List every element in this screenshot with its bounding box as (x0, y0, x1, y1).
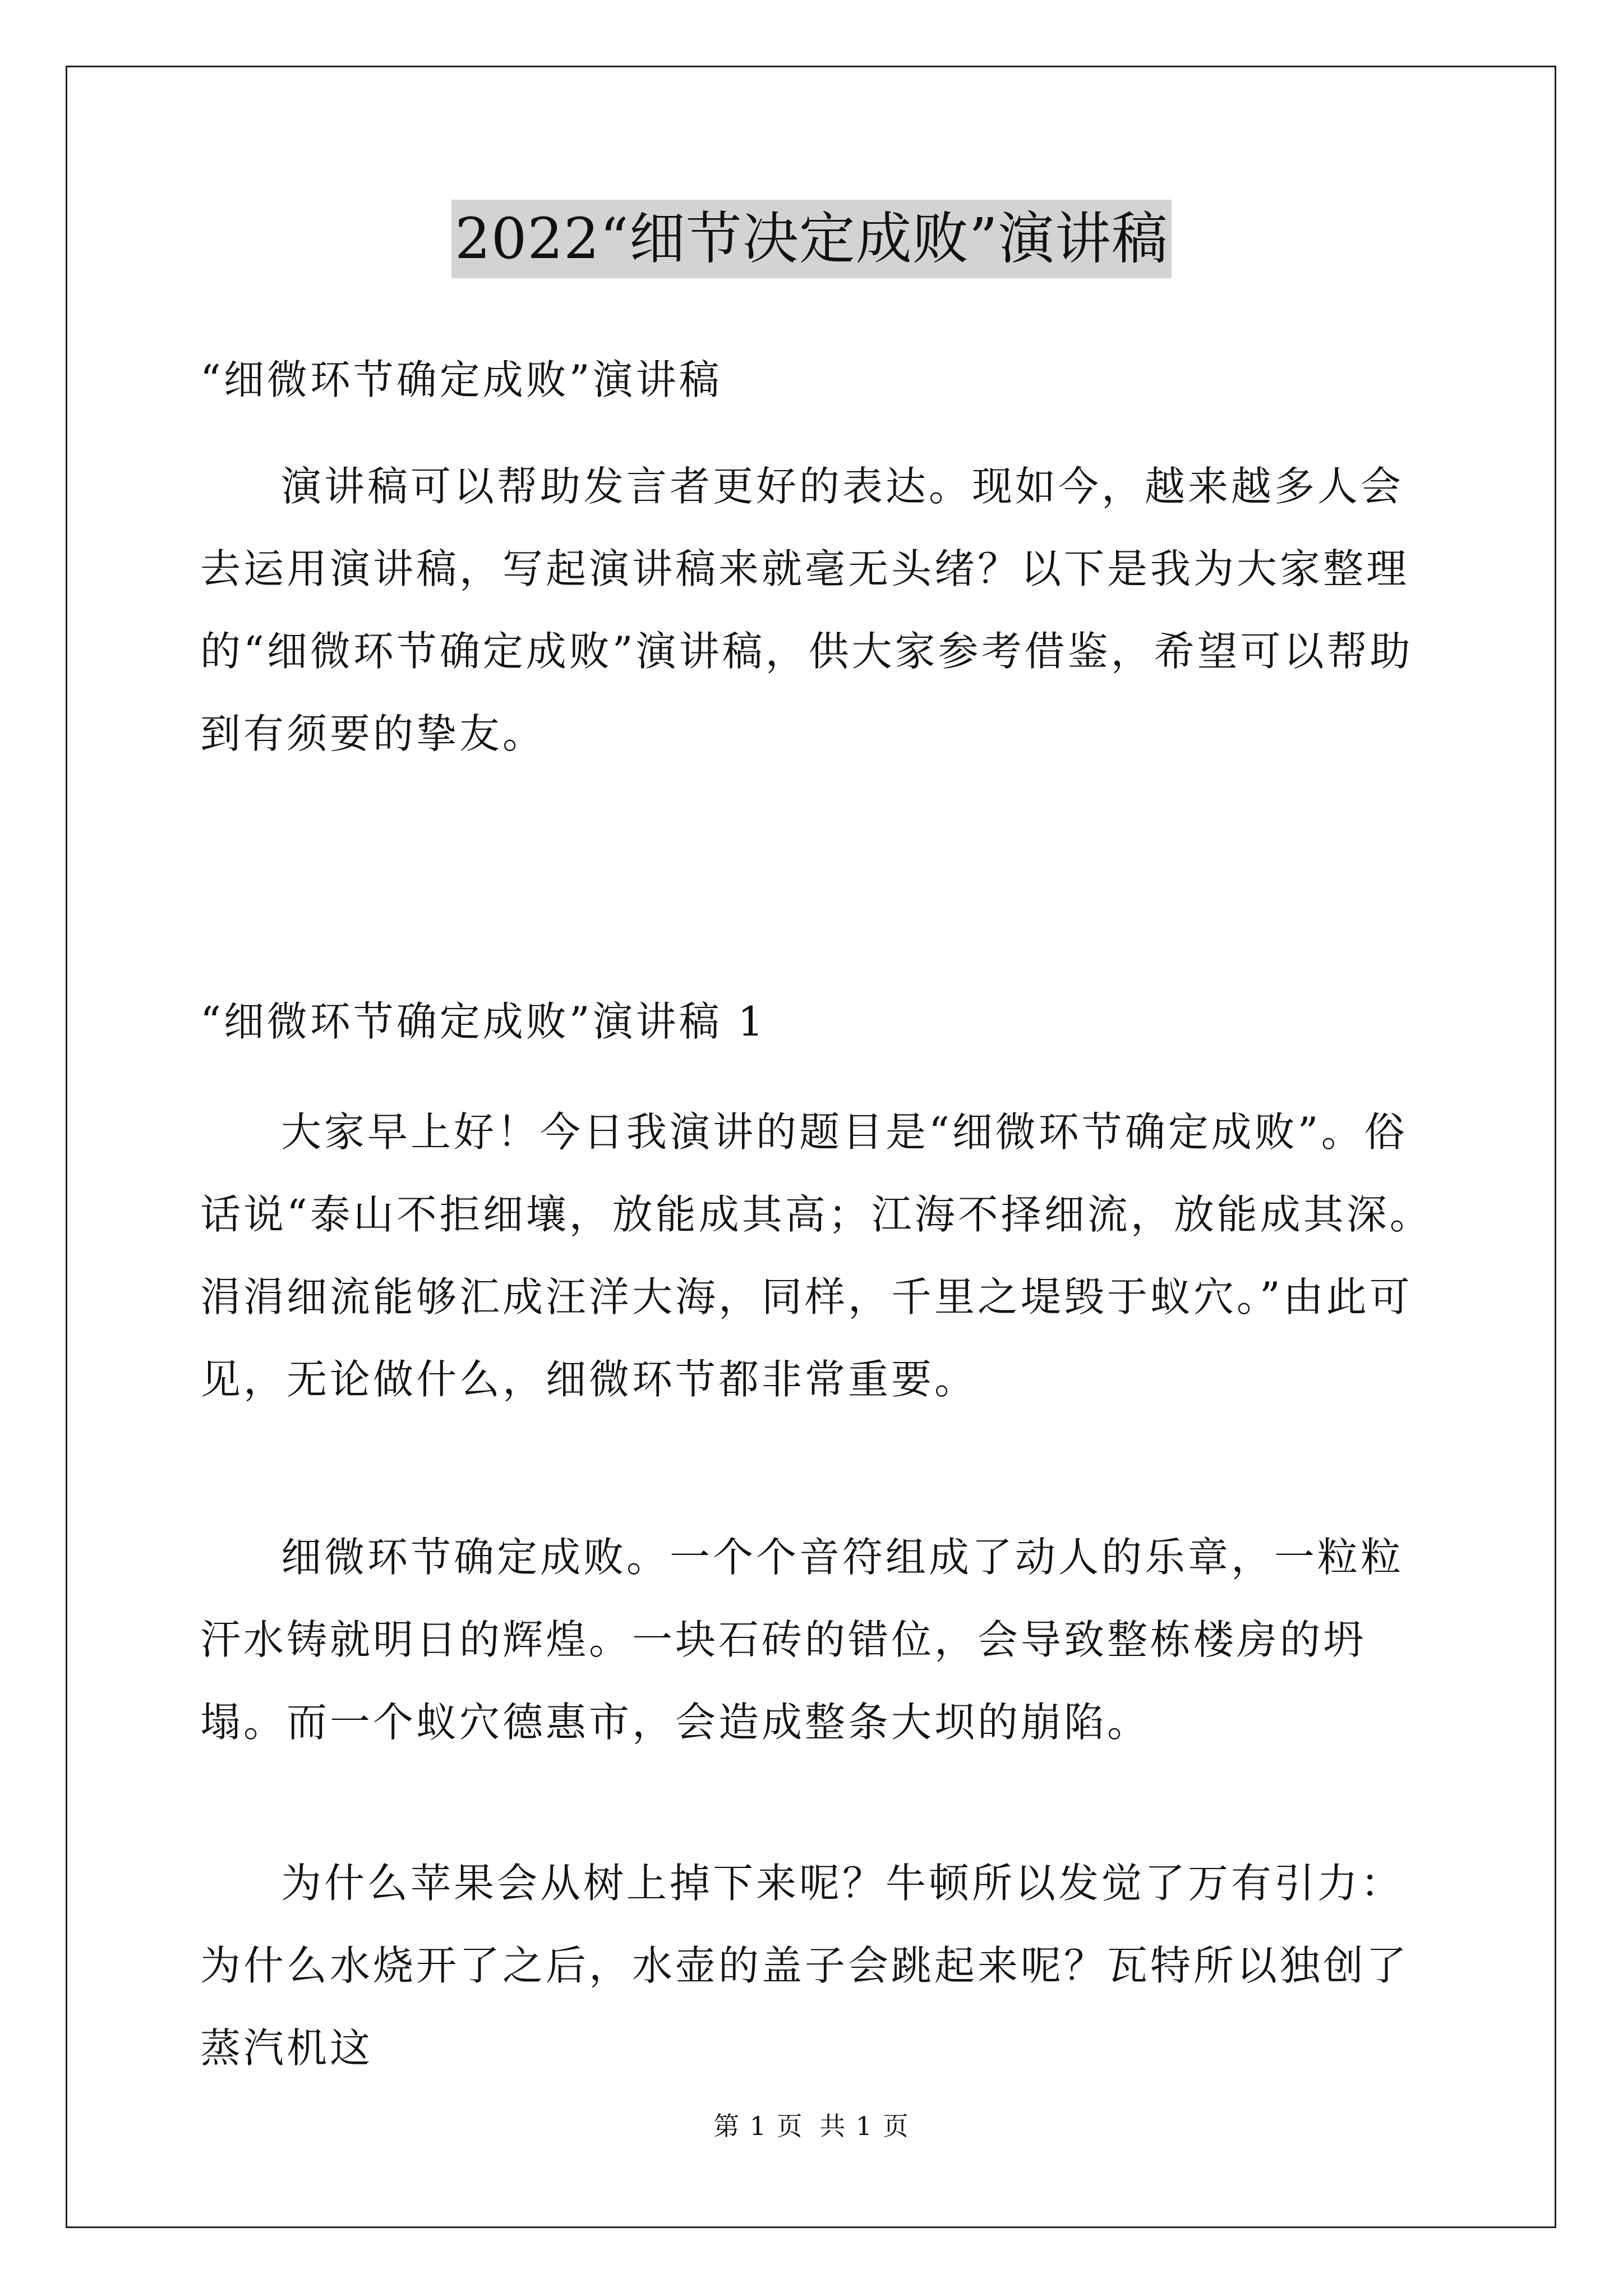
body-paragraph: 大家早上好！今日我演讲的题目是“细微环节确定成败”。俗话说“泰山不拒细壤，放能成其高；江海不择细流，放能成其深。涓涓细流能够汇成汪洋大海，同样，千里之堤毁于蚁穴。”由此可见，无论做什么，细微环节都非常重要。 (200, 1108, 1433, 1403)
intro-paragraph: 演讲稿可以帮助发言者更好的表达。现如今，越来越多人会去运用演讲稿，写起演讲稿来就毫无头绪？以下是我为大家整理的“细微环节确定成败”演讲稿，供大家参考借鉴，希望可以帮助到有须要的挚友。 (200, 463, 1413, 757)
title-container (0, 200, 1623, 278)
document-subtitle: “细微环节确定成败”演讲稿 (200, 356, 722, 403)
page-total: 共 1 页 (819, 2111, 910, 2141)
body-paragraph: 为什么苹果会从树上掉下来呢？牛顿所以发觉了万有引力：为什么水烧开了之后，水壶的盖子会跳起来呢？瓦特所以独创了蒸汽机这 (200, 1860, 1410, 2072)
section-heading: “细微环节确定成败”演讲稿 1 (200, 998, 767, 1045)
page-number: 第 1 页 (713, 2111, 804, 2141)
page-footer (0, 2109, 1623, 2143)
body-paragraph: 细微环节确定成败。一个个音符组成了动人的乐章，一粒粒汗水铸就明日的辉煌。一块石砖的错位，会导致整栋楼房的坍塌。而一个蚁穴德惠市，会造成整条大坝的崩陷。 (200, 1534, 1404, 1746)
document-title: 2022“细节决定成败”演讲稿 (451, 200, 1172, 278)
